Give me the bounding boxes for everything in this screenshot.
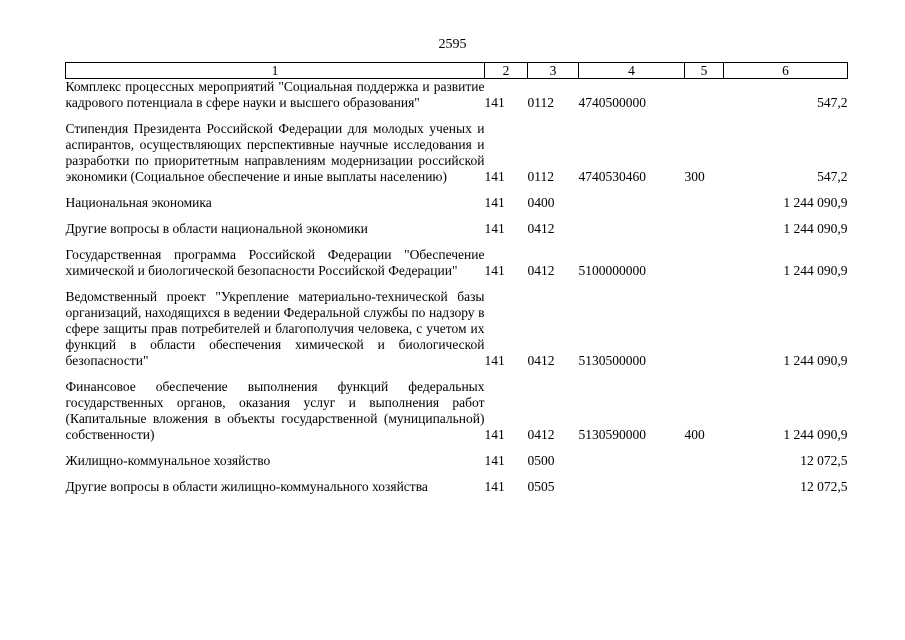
row-code-expense-type: 300 — [684, 169, 705, 184]
row-name: Финансовое обеспечение выполнения функций федеральных государственных органов, оказания услуг и выполнения работ (Капитальные вложения в объекты государственной (муниципальной) собственности) — [65, 379, 485, 442]
row-code-expense-type — [685, 195, 724, 211]
row-code-section: 0412 — [527, 221, 555, 236]
row-code-section: 0505 — [527, 479, 555, 494]
row-code-target: 4740500000 — [578, 95, 646, 110]
table-row — [66, 79, 848, 112]
row-amount: 547,2 — [817, 95, 848, 110]
table-row — [66, 379, 848, 443]
row-name: Национальная экономика — [65, 195, 212, 210]
row-code-target — [579, 195, 685, 211]
column-header-2: 2 — [485, 63, 528, 79]
row-amount: 1 244 090,9 — [783, 427, 848, 442]
row-code-target — [579, 479, 685, 495]
row-code-expense-type: 400 — [684, 427, 705, 442]
row-amount: 1 244 090,9 — [783, 221, 848, 236]
row-amount: 12 072,5 — [800, 453, 848, 468]
table-row — [66, 247, 848, 279]
row-code-target: 5130500000 — [578, 353, 646, 368]
row-code-target: 5100000000 — [578, 263, 646, 278]
row-code-ministry: 141 — [484, 221, 505, 236]
row-amount: 1 244 090,9 — [783, 263, 848, 278]
row-name: Комплекс процессных мероприятий "Социальная поддержка и развитие кадрового потенциала в сфере науки и высшего образования" — [65, 79, 485, 110]
table-row — [66, 121, 848, 185]
table-row — [66, 221, 848, 237]
row-code-section: 0412 — [527, 427, 555, 442]
row-name: Другие вопросы в области национальной экономики — [65, 221, 368, 236]
table-row — [66, 453, 848, 469]
row-code-ministry: 141 — [484, 453, 505, 468]
row-code-expense-type — [685, 79, 724, 112]
row-code-ministry: 141 — [484, 263, 505, 278]
row-code-section: 0112 — [527, 95, 554, 110]
header-row — [66, 63, 848, 79]
row-code-ministry: 141 — [484, 427, 505, 442]
row-code-expense-type — [685, 221, 724, 237]
row-code-ministry: 141 — [484, 95, 505, 110]
column-header-4: 4 — [579, 63, 685, 79]
row-code-target: 5130590000 — [578, 427, 646, 442]
row-amount: 547,2 — [817, 169, 848, 184]
table-row — [66, 195, 848, 211]
row-code-section: 0112 — [527, 169, 554, 184]
row-code-target: 4740530460 — [578, 169, 646, 184]
column-header-5: 5 — [685, 63, 724, 79]
row-code-target — [579, 453, 685, 469]
row-name: Ведомственный проект "Укрепление материально-технической базы организаций, находящихся в ведении Федеральной службы по надзору в сфере защиты прав потребителей и благополучия человека, с учетом их функций в области обеспечения химической и биологической безопасности" — [65, 289, 485, 368]
row-name: Стипендия Президента Российской Федерации для молодых ученых и аспирантов, осуществляющих перспективные научные исследования и разработки по приоритетным направлениям модернизации российской экономики (Социальное обеспечение и иные выплаты населению) — [65, 121, 485, 184]
row-code-ministry: 141 — [484, 479, 505, 494]
row-name: Государственная программа Российской Федерации "Обеспечение химической и биологической безопасности Российской Федерации" — [65, 247, 485, 278]
row-code-section: 0400 — [527, 195, 555, 210]
row-name: Жилищно-коммунальное хозяйство — [65, 453, 271, 468]
row-amount: 12 072,5 — [800, 479, 848, 494]
column-header-6: 6 — [724, 63, 848, 79]
row-code-expense-type — [685, 247, 724, 279]
row-code-section: 0500 — [527, 453, 555, 468]
column-header-3: 3 — [528, 63, 579, 79]
row-name: Другие вопросы в области жилищно-коммунального хозяйства — [65, 479, 428, 494]
row-code-section: 0412 — [527, 353, 555, 368]
row-code-ministry: 141 — [484, 195, 505, 210]
row-code-expense-type — [685, 479, 724, 495]
table-row — [66, 289, 848, 369]
row-code-ministry: 141 — [484, 169, 505, 184]
row-amount: 1 244 090,9 — [783, 353, 848, 368]
table-row — [66, 479, 848, 495]
row-code-ministry: 141 — [484, 353, 505, 368]
row-amount: 1 244 090,9 — [783, 195, 848, 210]
row-code-target — [579, 221, 685, 237]
page-number: 2595 — [438, 37, 467, 52]
budget-table — [65, 62, 848, 495]
row-code-section: 0412 — [527, 263, 555, 278]
column-header-1: 1 — [66, 63, 485, 79]
row-code-expense-type — [685, 453, 724, 469]
row-code-expense-type — [685, 289, 724, 369]
